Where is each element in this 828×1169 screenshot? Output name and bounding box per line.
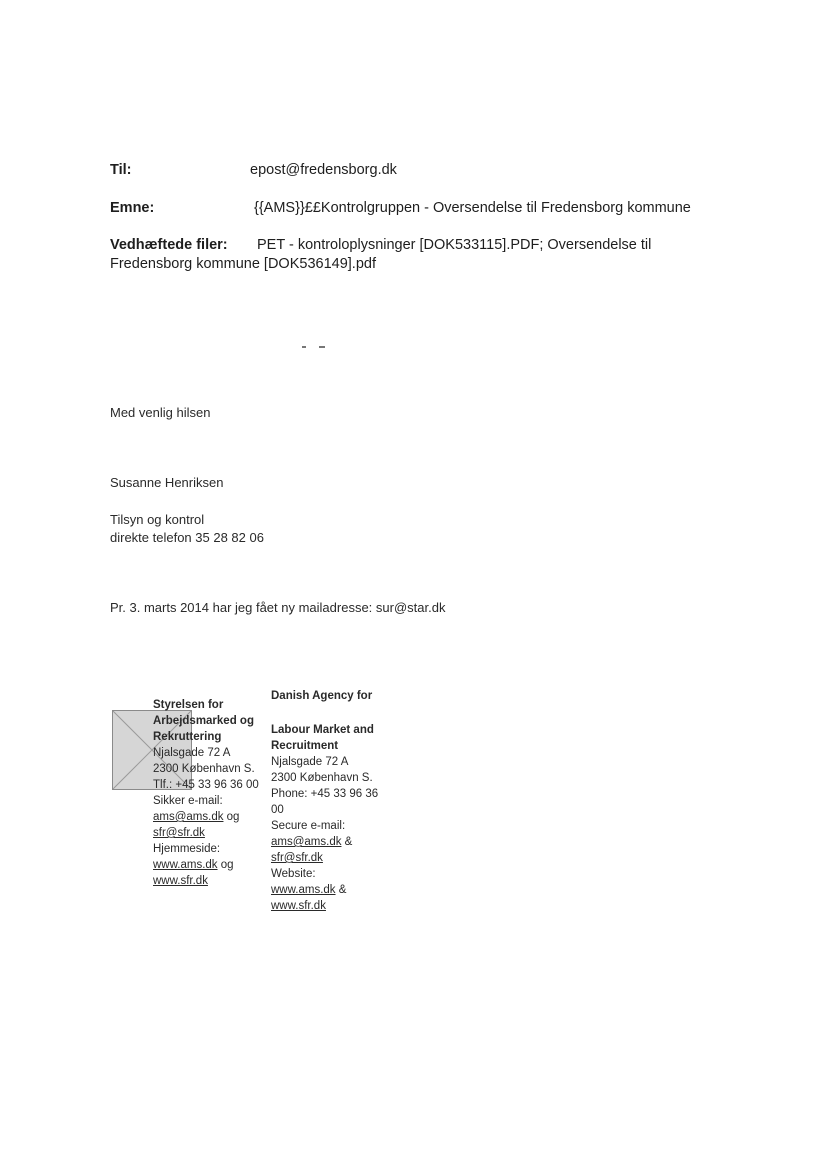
en-email-join: &: [341, 836, 353, 848]
da-email-join: og: [223, 811, 240, 823]
da-email-line1: [153, 809, 259, 825]
en-street: Njalsgade 72 A: [271, 756, 349, 768]
en-spacer: [271, 704, 378, 722]
en-web-line1: [271, 882, 378, 898]
en-city: 2300 København S.: [271, 772, 373, 784]
en-secure-label: Secure e-mail:: [271, 820, 346, 832]
da-org-line2: Arbejdsmarked og: [153, 715, 254, 727]
da-org-line1: Styrelsen for: [153, 699, 224, 711]
da-web-line1: [153, 857, 259, 873]
signature-danish: [153, 697, 259, 889]
subject-value: {{AMS}}££Kontrolgruppen - Oversendelse til Fredensborg kommune: [254, 200, 691, 216]
en-web-label: Website:: [271, 868, 316, 880]
da-web-link-ams[interactable]: www.ams.dk: [153, 859, 218, 871]
en-web-join: &: [335, 884, 347, 896]
da-email-link-ams[interactable]: ams@ams.dk: [153, 811, 224, 823]
en-web-line2: [271, 898, 378, 914]
da-secure-label: Sikker e-mail:: [153, 795, 223, 807]
subject-label: Emne:: [110, 200, 155, 216]
da-web-label: Hjemmeside:: [153, 843, 221, 855]
sender-department: Tilsyn og kontrol: [110, 512, 205, 527]
da-phone: Tlf.: +45 33 96 36 00: [153, 779, 259, 791]
greeting: Med venlig hilsen: [110, 405, 211, 420]
scan-speck: [302, 346, 306, 348]
signature-english: [271, 688, 378, 914]
attachments-value-line2: Fredensborg kommune [DOK536149].pdf: [110, 256, 376, 272]
to-label: Til:: [110, 162, 132, 178]
en-email-line2: [271, 850, 378, 866]
en-email-link-ams[interactable]: ams@ams.dk: [271, 836, 342, 848]
da-city: 2300 København S.: [153, 763, 255, 775]
en-web-link-sfr[interactable]: www.sfr.dk: [271, 900, 326, 912]
da-web-link-sfr[interactable]: www.sfr.dk: [153, 875, 208, 887]
en-phone-line2: 00: [271, 804, 284, 816]
sender-name: Susanne Henriksen: [110, 475, 224, 490]
en-org-line1: Danish Agency for: [271, 690, 373, 702]
da-web-join: og: [217, 859, 234, 871]
en-org-line2: Labour Market and: [271, 724, 374, 736]
en-web-link-ams[interactable]: www.ams.dk: [271, 884, 336, 896]
to-value: epost@fredensborg.dk: [250, 162, 397, 178]
da-org-line3: Rekruttering: [153, 731, 222, 743]
attachments-label: Vedhæftede filer:: [110, 237, 228, 253]
en-email-line1: [271, 834, 378, 850]
new-address-notice: Pr. 3. marts 2014 har jeg fået ny mailadresse: sur@star.dk: [110, 600, 446, 615]
da-email-link-sfr[interactable]: sfr@sfr.dk: [153, 827, 205, 839]
da-street: Njalsgade 72 A: [153, 747, 231, 759]
en-phone-line1: Phone: +45 33 96 36: [271, 788, 379, 800]
scan-speck: [319, 346, 325, 348]
attachments-value-line1: PET - kontroloplysninger [DOK533115].PDF; Oversendelse til: [257, 237, 652, 253]
da-email-line2: [153, 825, 259, 841]
en-email-link-sfr[interactable]: sfr@sfr.dk: [271, 852, 323, 864]
sender-phone: direkte telefon 35 28 82 06: [110, 530, 264, 545]
da-web-line2: [153, 873, 259, 889]
en-org-line3: Recruitment: [271, 740, 339, 752]
